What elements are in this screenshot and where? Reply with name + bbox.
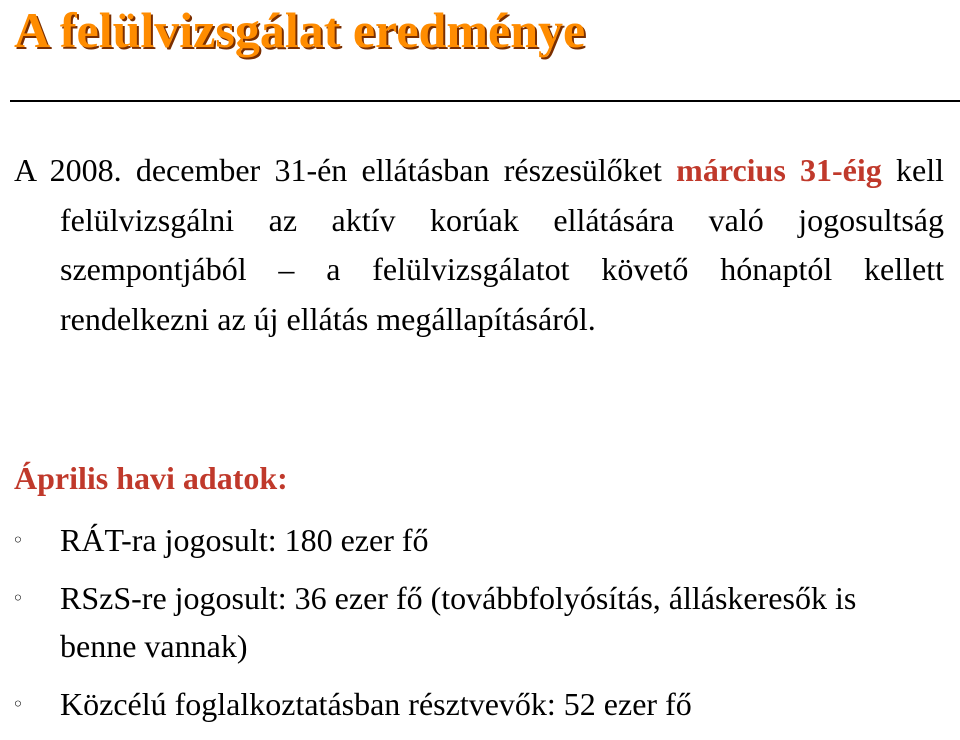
bullet-circle-icon: ◦	[12, 692, 24, 716]
title-divider	[10, 100, 960, 102]
section-heading: Április havi adatok:	[14, 460, 288, 496]
bullet-circle-icon: ◦	[12, 586, 24, 610]
list-item-text: RSzS-re jogosult: 36 ezer fő (továbbfolyósítás, álláskeresők is benne vannak)	[60, 580, 857, 664]
list-item-rat	[0, 516, 940, 564]
data-list	[0, 516, 960, 738]
list-item-text: RÁT-ra jogosult: 180 ezer fő	[60, 522, 429, 558]
deadline-highlight: március 31-éig	[676, 152, 882, 188]
bullet-circle-icon: ◦	[12, 528, 24, 552]
list-item-kozcelu	[0, 680, 940, 728]
intro-paragraph	[14, 146, 945, 344]
intro-text-end: kell felülvizsgálni az aktív korúak ellátására való jogosultság szempontjából – a felülvizsgálatot követő hónaptól kellett rendelkezni az új ellátás megállapításáról.	[60, 152, 945, 337]
page-title: A felülvizsgálat eredménye	[14, 2, 586, 58]
list-item-rszs	[0, 574, 940, 670]
list-item-text: Közcélú foglalkoztatásban résztvevők: 52 ezer fő	[60, 686, 692, 722]
intro-text-start: A 2008. december 31-én ellátásban részesülőket	[14, 152, 677, 188]
